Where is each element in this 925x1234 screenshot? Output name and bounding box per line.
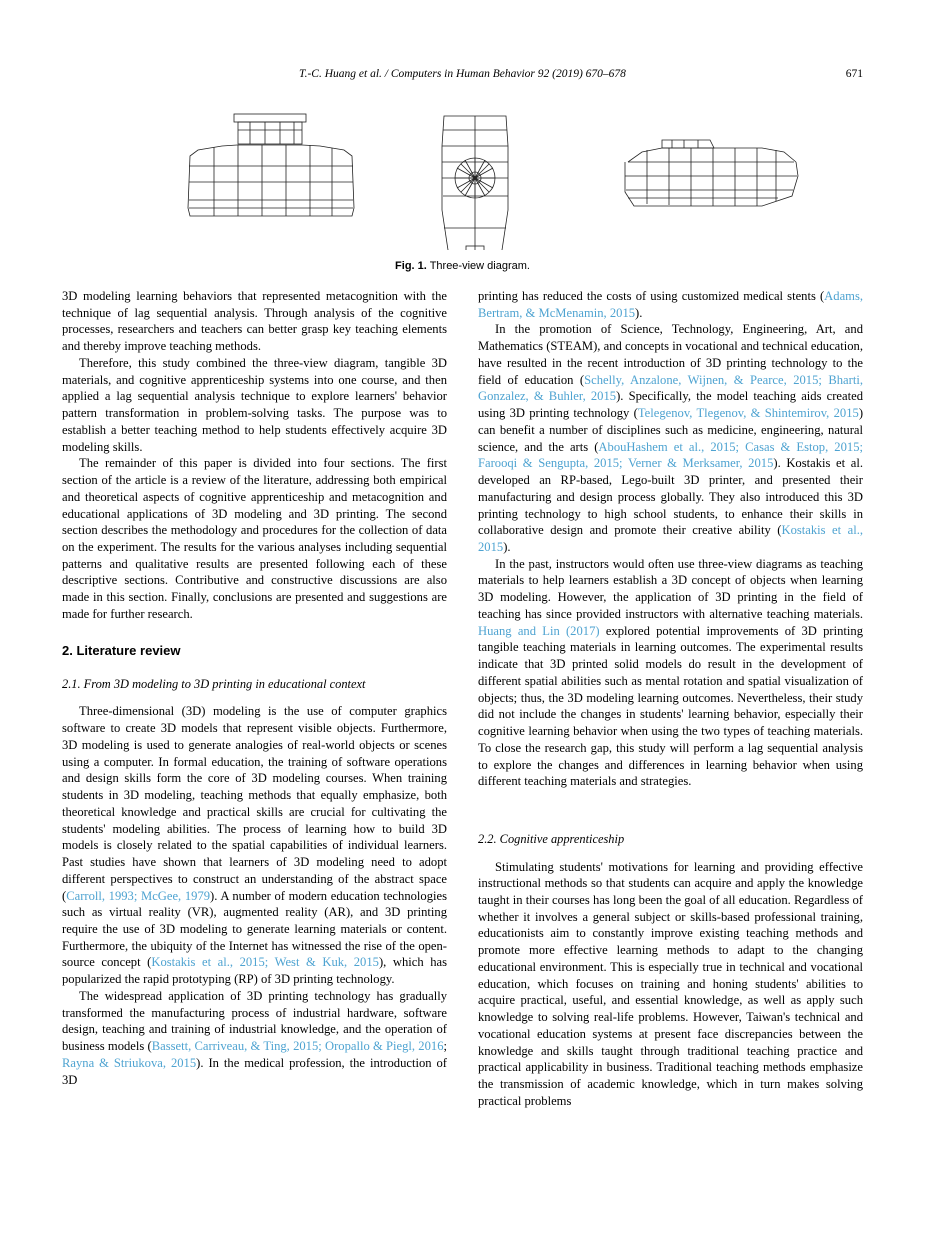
paragraph <box>478 288 863 321</box>
top-view-wireframe <box>442 116 508 250</box>
column-left <box>62 288 447 1193</box>
text-run: Three-dimensional (3D) modeling is the use of computer graphics software to create 3D models that represent visible objects. Furthermore, 3D modeling is used to generate analogies of real-world objects or scenes using a computer. In formal education, the training of software operations and design skills form the core of 3D modeling courses. When training students in 3D modeling, teaching methods that equally emphasize, both theoretical knowledge and practical skills are crucial for cultivating the students' modeling abilities. The process of learning how to build 3D models is closely related to the spatial capabilities of individual learners. Past studies have shown that learners of 3D modeling need to adopt different perspectives to construct an understanding of the abstract space ( <box>62 704 447 903</box>
text-run: In the past, instructors would often use three-view diagrams as teaching materials to help learners establish a 3D concept of objects when learning 3D modeling. However, the application of 3D printing in the field of teaching has since provided instructors with alternative teaching materials. <box>478 556 863 621</box>
front-view-wireframe <box>188 114 354 216</box>
text-run: ), which has popularized the rapid prototyping (RP) of 3D printing technology. <box>62 955 447 987</box>
citation-link[interactable]: Huang and Lin (2017) <box>478 623 600 638</box>
column-right <box>478 288 863 1193</box>
citation-link[interactable]: AbouHashem et al., 2015; Casas & Estop, 2015; Farooqi & Sengupta, 2015; Verner & Merksamer, 2015 <box>478 439 863 471</box>
paragraph <box>62 703 447 987</box>
text-run: explored potential improvements of 3D printing tangible teaching materials in learning outcomes. The experimental results indicate that 3D printed solid models do result in the development of different spatial abilities such as mental rotation and spatial visualization of objects; thus, the 3D modeling learning outcomes. Nevertheless, their study did not include the changes in students' learning behavior, especially their cognitive learning behavior when using the two types of teaching materials. To close the research gap, this study will perform a lag sequential analysis to explore the changes and differences in learning behavior when using different teaching materials and strategies. <box>478 623 863 789</box>
text-run: ). In the medical profession, the introduction of 3D <box>62 1055 447 1087</box>
text-run: ). <box>635 305 643 320</box>
figure-label: Fig. 1. <box>395 260 427 272</box>
page-number: 671 <box>845 68 863 80</box>
text-run: ). Specifically, the model teaching aids created using 3D printing technology ( <box>478 389 863 421</box>
text-run: ) can benefit a number of disciplines such as medicine, engineering, natural science, and the arts ( <box>478 406 864 454</box>
figure-caption-text: Three-view diagram. <box>429 260 530 272</box>
citation-link[interactable]: Schelly, Anzalone, Wijnen, & Pearce, 2015; Bharti, Gonzalez, & Buhler, 2015 <box>478 372 863 404</box>
paragraph: 3D modeling learning behaviors that represented metacognition with the technique of lag sequential analysis. Through analysis of the cognitive processes, researchers and teachers can better grasp key teaching elements and thereby improve teaching methods. <box>62 289 447 354</box>
subsection-heading-2-1: 2.1. From 3D modeling to 3D printing in educational context <box>62 676 366 691</box>
text-run: In the promotion of Science, Technology, Engineering, Art, and Mathematics (STEAM), and concepts in vocational and technical education, have resulted in the recent introduction of 3D printing technology to the field of education ( <box>478 322 863 387</box>
paragraph: Stimulating students' motivations for learning and providing effective instructional methods so that students can acquire and apply the knowledge taught in their courses has long been the goal of all education. Regardless of whether it involves a general subject or skills-based professional training, educationists aim to constantly improve existing teaching methods and promote more effective learning methods to adapt to the changing educational environment. This is especially true in technical and vocational education, which focuses on training and honing students' abilities to acquire practical, useful, and essential knowledge, as well as apply such knowledge to solving real-life problems. However, Taiwan's technical and vocational education systems at present face discrepancies between the knowledge and skills taught through traditional teaching practice and practical applicability in business. Traditional teaching methods emphasize the transmission of academic knowledge, which in turn makes solving practical problems <box>478 859 863 1108</box>
paragraph <box>478 321 863 555</box>
citation-link[interactable]: Rayna & Striukova, 2015 <box>62 1055 197 1070</box>
text-run: printing has reduced the costs of using customized medical stents ( <box>478 289 825 303</box>
paragraph <box>62 988 447 1088</box>
figure-caption <box>62 260 863 272</box>
running-head <box>62 68 863 82</box>
text-run: ). A number of modern education technologies such as virtual reality (VR), augmented reality (AR), and 3D printing require the use of 3D modeling to generate learning materials or content. Furthermore, the ubiquity of the Internet has witnessed the rise of the open-source concept ( <box>62 888 447 970</box>
paragraph: Therefore, this study combined the three-view diagram, tangible 3D materials, and cognitive apprenticeship systems into one course, and then applied a lag sequential analysis technique to explore learners' behavior pattern transformation in problem-solving tasks. The purpose was to establish a better teaching method to help students effectively acquire 3D modeling skills. <box>62 355 447 454</box>
paragraph: The remainder of this paper is divided into four sections. The first section of the article is a review of the literature, addressing both empirical and theoretical aspects of cognitive apprenticeship and metacognition and educational applications of 3D modeling and 3D printing. The second section describes the methodology and procedures for the collection of data on the experiment. The results for the various analyses including sequential patterns and qualitative results are presented following each of these descriptive sections. Contributive and constructive discussions are also made in this section. Finally, conclusions are presented and suggestions are made for further research. <box>62 456 447 621</box>
running-head-citation: T.-C. Huang et al. / Computers in Human Behavior 92 (2019) 670–678 <box>299 68 626 80</box>
body-columns <box>62 288 863 1193</box>
citation-link[interactable]: Carroll, 1993; McGee, 1979 <box>66 888 211 903</box>
text-run: ; <box>443 1039 447 1054</box>
text-run: The widespread application of 3D printing technology has gradually transformed the manufacturing process of industrial hardware, software design, teaching and training of industrial knowledge, and the operation of business models ( <box>62 988 447 1054</box>
subsection-heading-2-2: 2.2. Cognitive apprenticeship <box>478 832 625 847</box>
section-heading-literature-review: 2. Literature review <box>62 642 181 658</box>
paragraph <box>478 556 863 790</box>
citation-link[interactable]: Bassett, Carriveau, & Ting, 2015; Oropallo & Piegl, 2016 <box>151 1039 444 1054</box>
citation-link[interactable]: Kostakis et al., 2015; West & Kuk, 2015 <box>151 955 379 970</box>
three-view-diagram-illustration <box>62 100 863 250</box>
figure-1 <box>62 100 863 280</box>
text-run: ). <box>503 540 511 555</box>
side-view-wireframe <box>625 140 798 206</box>
citation-link[interactable]: Telegenov, Tlegenov, & Shintemirov, 2015 <box>637 406 859 421</box>
citation-link[interactable]: Kostakis et al., 2015 <box>478 523 863 555</box>
text-run: ). Kostakis et al. developed an RP-based, Lego-built 3D printer, and presented their manufacturing and design process globally. They also introduced this 3D printing technology to high school students, to enhance their skills in collaborative design and promote their creative ability ( <box>478 456 863 538</box>
citation-link[interactable]: Adams, Bertram, & McMenamin, 2015 <box>478 289 863 320</box>
